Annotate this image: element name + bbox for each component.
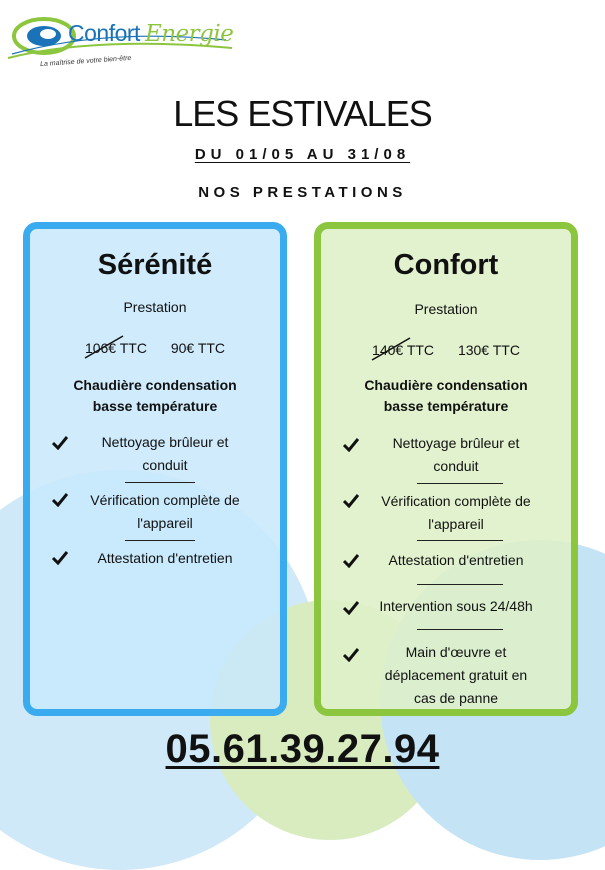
service-item xyxy=(335,595,557,618)
service-line: Attestation d'entretien xyxy=(97,550,233,566)
boiler-type xyxy=(30,375,280,417)
service-line: Intervention sous 24/48h xyxy=(379,598,533,614)
strikethrough-icon xyxy=(370,335,414,363)
service-line: l'appareil xyxy=(428,516,484,532)
phone-number[interactable] xyxy=(0,727,605,772)
brand-logo xyxy=(6,8,236,72)
promo-dates-text: DU 01/05 AU 31/08 xyxy=(194,146,411,163)
brand-tagline: La maîtrise de votre bien-être xyxy=(39,54,132,69)
boiler-type xyxy=(321,375,571,417)
service-line: conduit xyxy=(142,457,188,473)
brand-name-part1: Confort xyxy=(68,20,140,46)
strikethrough-icon xyxy=(83,333,127,361)
divider xyxy=(417,540,503,541)
old-price-text: 140€ TTC xyxy=(372,342,435,358)
service-line: Vérification complète de xyxy=(381,493,531,509)
offer-label: Prestation xyxy=(123,299,187,315)
divider xyxy=(125,540,195,541)
service-line: Main d'œuvre et xyxy=(405,644,507,660)
new-price: 130€ TTC xyxy=(457,342,520,358)
offer-title: Sérénité xyxy=(97,249,213,281)
offer-card-serenite xyxy=(23,222,287,716)
service-line: conduit xyxy=(433,458,479,474)
old-price xyxy=(372,342,434,358)
service-item xyxy=(44,431,266,477)
offer-price xyxy=(30,340,280,356)
service-line: cas de panne xyxy=(413,690,499,706)
service-item xyxy=(44,489,266,535)
service-line: Attestation d'entretien xyxy=(388,552,524,568)
boiler-type-line1: Chaudière condensation xyxy=(364,377,528,393)
service-item xyxy=(335,549,557,572)
boiler-type-line2: basse température xyxy=(92,398,218,414)
offer-card-confort xyxy=(314,222,578,716)
service-item xyxy=(335,641,557,710)
brand-name-part2: Energie xyxy=(144,21,234,47)
service-item xyxy=(335,490,557,536)
service-item xyxy=(44,547,266,570)
boiler-type-line2: basse température xyxy=(383,398,509,414)
old-price-text: 106€ TTC xyxy=(84,340,147,356)
promo-dates xyxy=(0,146,605,163)
offer-price xyxy=(321,342,571,358)
service-line: l'appareil xyxy=(137,515,193,531)
page-title: LES ESTIVALES xyxy=(173,93,432,134)
boiler-type-line1: Chaudière condensation xyxy=(73,377,237,393)
old-price xyxy=(85,340,147,356)
new-price: 90€ TTC xyxy=(170,340,226,356)
divider xyxy=(125,482,195,483)
brand-name xyxy=(68,20,233,47)
divider xyxy=(417,483,503,484)
offer-label: Prestation xyxy=(414,301,478,317)
service-line: déplacement gratuit en xyxy=(384,667,528,683)
divider xyxy=(417,584,503,585)
offer-title: Confort xyxy=(393,249,499,281)
divider xyxy=(417,629,503,630)
service-item xyxy=(335,432,557,478)
phone-number-text: 05.61.39.27.94 xyxy=(165,727,440,771)
service-line: Vérification complète de xyxy=(90,492,240,508)
services-heading: NOS PRESTATIONS xyxy=(198,184,407,201)
service-line: Nettoyage brûleur et xyxy=(101,434,229,450)
service-line: Nettoyage brûleur et xyxy=(392,435,520,451)
